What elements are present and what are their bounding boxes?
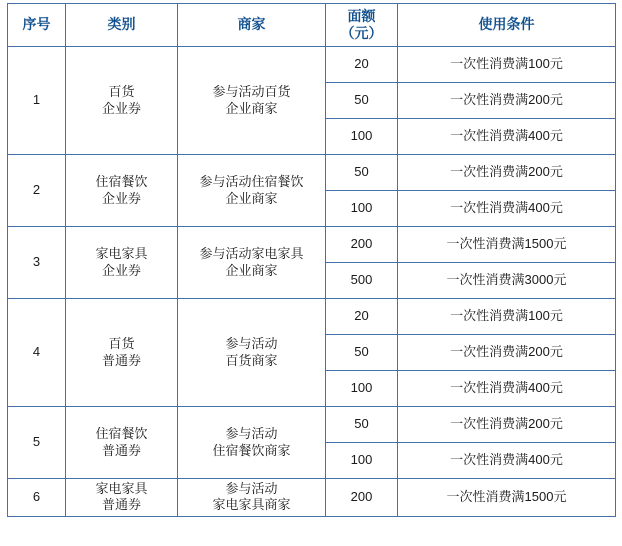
cell-category-line2: 普通券 bbox=[101, 442, 141, 458]
cell-merchant-line2: 百货商家 bbox=[225, 352, 278, 368]
cell-amount: 100 bbox=[326, 371, 398, 407]
cell-condition: 一次性消费满400元 bbox=[398, 443, 616, 479]
cell-merchant-line2: 企业商家 bbox=[225, 100, 278, 116]
cell-merchant-line2: 家电家具商家 bbox=[212, 497, 291, 513]
cell-serial: 1 bbox=[8, 47, 66, 155]
cell-category-line1: 住宿餐饮 bbox=[95, 426, 148, 442]
cell-amount: 100 bbox=[326, 191, 398, 227]
cell-serial: 6 bbox=[8, 479, 66, 517]
table-row bbox=[8, 479, 616, 517]
cell-category-line1: 家电家具 bbox=[95, 481, 148, 496]
cell-condition: 一次性消费满1500元 bbox=[398, 479, 616, 517]
cell-condition: 一次性消费满400元 bbox=[398, 191, 616, 227]
cell-category bbox=[66, 479, 178, 517]
cell-category bbox=[66, 299, 178, 407]
cell-amount: 200 bbox=[326, 227, 398, 263]
cell-merchant-line2: 企业商家 bbox=[225, 262, 278, 278]
cell-condition: 一次性消费满200元 bbox=[398, 155, 616, 191]
cell-amount: 50 bbox=[326, 335, 398, 371]
header-condition: 使用条件 bbox=[398, 4, 616, 47]
cell-amount: 100 bbox=[326, 443, 398, 479]
header-merchant: 商家 bbox=[178, 4, 326, 47]
cell-merchant-line1: 参与活动住宿餐饮 bbox=[199, 174, 304, 190]
cell-serial: 5 bbox=[8, 407, 66, 479]
header-amount-line2: （元） bbox=[340, 25, 383, 41]
cell-condition: 一次性消费满400元 bbox=[398, 371, 616, 407]
header-amount-line1: 面额 bbox=[347, 7, 376, 24]
cell-category-line1: 百货 bbox=[108, 336, 135, 352]
cell-merchant-line1: 参与活动 bbox=[225, 426, 278, 442]
header-category: 类别 bbox=[66, 4, 178, 47]
cell-merchant-line2: 企业商家 bbox=[225, 190, 278, 206]
voucher-table bbox=[7, 3, 616, 517]
table-row bbox=[8, 299, 616, 335]
cell-condition: 一次性消费满400元 bbox=[398, 119, 616, 155]
cell-serial: 2 bbox=[8, 155, 66, 227]
cell-condition: 一次性消费满100元 bbox=[398, 299, 616, 335]
cell-amount: 50 bbox=[326, 83, 398, 119]
table-header bbox=[8, 4, 616, 47]
cell-condition: 一次性消费满3000元 bbox=[398, 263, 616, 299]
cell-amount: 100 bbox=[326, 119, 398, 155]
table-body bbox=[8, 47, 616, 517]
cell-condition: 一次性消费满100元 bbox=[398, 47, 616, 83]
table-row bbox=[8, 155, 616, 191]
cell-category-line1: 百货 bbox=[108, 84, 135, 100]
cell-merchant bbox=[178, 407, 326, 479]
cell-merchant bbox=[178, 299, 326, 407]
cell-condition: 一次性消费满1500元 bbox=[398, 227, 616, 263]
table-row bbox=[8, 47, 616, 83]
cell-amount: 200 bbox=[326, 479, 398, 517]
cell-merchant bbox=[178, 479, 326, 517]
header-serial: 序号 bbox=[8, 4, 66, 47]
cell-condition: 一次性消费满200元 bbox=[398, 335, 616, 371]
cell-condition: 一次性消费满200元 bbox=[398, 83, 616, 119]
cell-merchant-line2: 住宿餐饮商家 bbox=[212, 442, 291, 458]
cell-merchant-line1: 参与活动 bbox=[225, 481, 278, 496]
cell-category bbox=[66, 47, 178, 155]
cell-merchant bbox=[178, 227, 326, 299]
cell-merchant-line1: 参与活动家电家具 bbox=[199, 246, 304, 262]
cell-category bbox=[66, 407, 178, 479]
cell-category-line2: 企业券 bbox=[101, 190, 141, 206]
cell-merchant-line1: 参与活动 bbox=[225, 336, 278, 352]
cell-merchant-line1: 参与活动百货 bbox=[212, 84, 291, 100]
cell-category-line2: 企业券 bbox=[101, 262, 141, 278]
cell-amount: 20 bbox=[326, 299, 398, 335]
cell-merchant bbox=[178, 47, 326, 155]
cell-category bbox=[66, 227, 178, 299]
cell-amount: 50 bbox=[326, 155, 398, 191]
cell-category-line2: 普通券 bbox=[101, 352, 141, 368]
header-amount bbox=[326, 4, 398, 47]
cell-category-line1: 住宿餐饮 bbox=[95, 174, 148, 190]
table-header-row bbox=[8, 4, 616, 47]
cell-category-line2: 企业券 bbox=[101, 100, 141, 116]
cell-merchant bbox=[178, 155, 326, 227]
cell-category-line1: 家电家具 bbox=[95, 246, 148, 262]
cell-serial: 4 bbox=[8, 299, 66, 407]
cell-amount: 50 bbox=[326, 407, 398, 443]
cell-category bbox=[66, 155, 178, 227]
table-row bbox=[8, 407, 616, 443]
cell-category-line2: 普通券 bbox=[101, 497, 141, 513]
cell-amount: 500 bbox=[326, 263, 398, 299]
table-row bbox=[8, 227, 616, 263]
cell-condition: 一次性消费满200元 bbox=[398, 407, 616, 443]
cell-serial: 3 bbox=[8, 227, 66, 299]
cell-amount: 20 bbox=[326, 47, 398, 83]
